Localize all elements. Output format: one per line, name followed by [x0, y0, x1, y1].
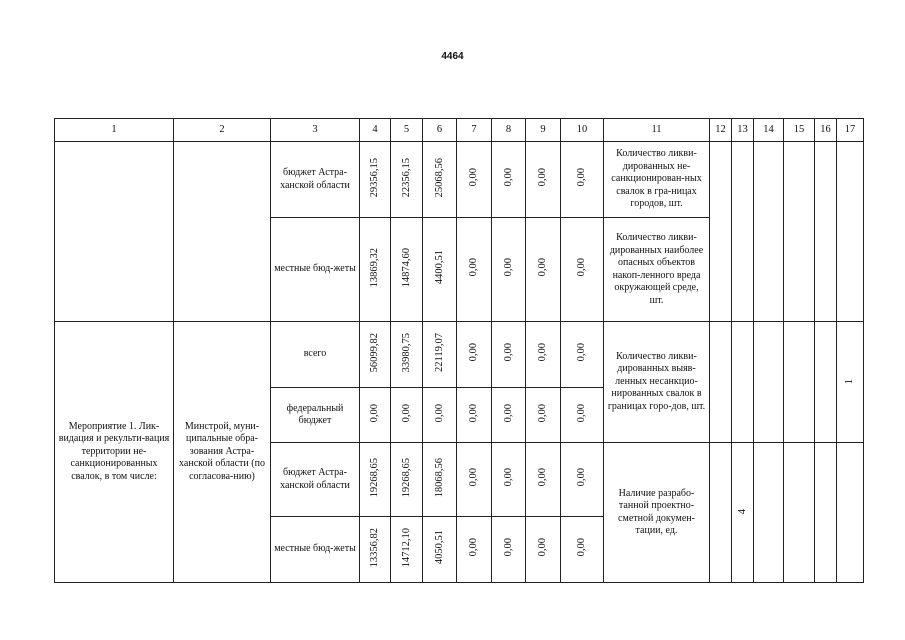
- page-number: 4464: [441, 51, 464, 62]
- value-cell: 14874,60: [391, 218, 423, 322]
- column-number: 15: [784, 119, 815, 142]
- column-number: 2: [174, 119, 271, 142]
- program-table: [54, 118, 864, 583]
- table-row: [55, 322, 864, 388]
- column-number: 13: [732, 119, 754, 142]
- value-cell: 0,00: [526, 322, 561, 388]
- column-number: 11: [604, 119, 710, 142]
- value-cell: 22356,15: [391, 142, 423, 218]
- value-cell: 0,00: [423, 388, 457, 443]
- value-cell: 0,00: [457, 142, 492, 218]
- value-cell: 0,00: [561, 443, 604, 517]
- indicator-value-cell: [815, 443, 837, 583]
- value-cell: 0,00: [526, 388, 561, 443]
- value-cell: 4050,51: [423, 517, 457, 583]
- value-cell: 29356,15: [360, 142, 391, 218]
- column-number: 12: [710, 119, 732, 142]
- indicator-value-cell: [815, 142, 837, 322]
- value-cell: 0,00: [492, 322, 526, 388]
- indicator-value-cell: [784, 142, 815, 322]
- value-cell: 14712,10: [391, 517, 423, 583]
- indicator-text: Количество ликви-дированных наиболее опасных объектов накоп-ленного вреда окружающей среде, шт.: [604, 218, 710, 322]
- value-cell: 0,00: [457, 517, 492, 583]
- indicator-value-cell: [784, 443, 815, 583]
- executor-cell-empty: [174, 142, 271, 322]
- funding-source: федеральный бюджет: [271, 388, 360, 443]
- column-number: 10: [561, 119, 604, 142]
- funding-source: местные бюд-жеты: [271, 218, 360, 322]
- indicator-value-cell: [710, 322, 732, 443]
- column-number: 7: [457, 119, 492, 142]
- value-cell: 0,00: [457, 388, 492, 443]
- value-cell: 18068,56: [423, 443, 457, 517]
- value-cell: 0,00: [457, 322, 492, 388]
- measure-name: Мероприятие 1. Лик-видация и рекульти-вация территории не-санкционированных свалок, в том числе:: [55, 322, 174, 583]
- value-cell: 0,00: [492, 142, 526, 218]
- value-cell: 0,00: [457, 443, 492, 517]
- indicator-value-cell: [837, 142, 864, 322]
- funding-source: бюджет Астра-ханской области: [271, 142, 360, 218]
- column-number-row: [55, 119, 864, 142]
- value-cell: 0,00: [561, 388, 604, 443]
- value-cell: 25068,56: [423, 142, 457, 218]
- indicator-value-cell: [710, 142, 732, 322]
- indicator-value-cell: [732, 322, 754, 443]
- indicator-text: Количество ликви-дированных выяв-ленных несанкцио-нированных свалок в границах горо-дов, шт.: [604, 322, 710, 443]
- value-cell: 0,00: [561, 517, 604, 583]
- value-cell: 0,00: [492, 388, 526, 443]
- column-number: 1: [55, 119, 174, 142]
- indicator-value-cell: [754, 443, 784, 583]
- value-cell: 33980,75: [391, 322, 423, 388]
- indicator-value-col13: 4: [732, 443, 754, 583]
- indicator-text: Количество ликви-дированных не-санкционирован-ных свалок в гра-ницах городов, шт.: [604, 142, 710, 218]
- value-cell: 0,00: [526, 218, 561, 322]
- column-number: 6: [423, 119, 457, 142]
- indicator-text: Наличие разрабо-танной проектно-сметной докумен-тации, ед.: [604, 443, 710, 583]
- column-number: 3: [271, 119, 360, 142]
- column-number: 8: [492, 119, 526, 142]
- table-row: [55, 142, 864, 218]
- measure-cell-empty: [55, 142, 174, 322]
- value-cell: 0,00: [457, 218, 492, 322]
- indicator-value-cell: [815, 322, 837, 443]
- value-cell: 0,00: [561, 142, 604, 218]
- value-cell: 0,00: [526, 443, 561, 517]
- value-cell: 0,00: [492, 517, 526, 583]
- indicator-value-col17: 1: [837, 322, 864, 443]
- value-cell: 19268,65: [360, 443, 391, 517]
- column-number: 9: [526, 119, 561, 142]
- value-cell: 0,00: [526, 517, 561, 583]
- value-cell: 0,00: [561, 218, 604, 322]
- value-cell: 0,00: [391, 388, 423, 443]
- indicator-value-cell: [754, 322, 784, 443]
- value-cell: 4400,51: [423, 218, 457, 322]
- funding-source: бюджет Астра-ханской области: [271, 443, 360, 517]
- value-cell: 0,00: [360, 388, 391, 443]
- indicator-value-cell: [710, 443, 732, 583]
- funding-source: всего: [271, 322, 360, 388]
- executor-name: Минстрой, муни-ципальные обра-зования Астра-ханской области (по согласова-нию): [174, 322, 271, 583]
- value-cell: 56099,82: [360, 322, 391, 388]
- value-cell: 22119,07: [423, 322, 457, 388]
- value-cell: 19268,65: [391, 443, 423, 517]
- funding-source: местные бюд-жеты: [271, 517, 360, 583]
- value-cell: 13869,32: [360, 218, 391, 322]
- indicator-value-cell: [732, 142, 754, 322]
- column-number: 14: [754, 119, 784, 142]
- column-number: 16: [815, 119, 837, 142]
- indicator-value-cell: [784, 322, 815, 443]
- value-cell: 13356,82: [360, 517, 391, 583]
- value-cell: 0,00: [492, 218, 526, 322]
- column-number: 5: [391, 119, 423, 142]
- column-number: 17: [837, 119, 864, 142]
- value-cell: 0,00: [561, 322, 604, 388]
- column-number: 4: [360, 119, 391, 142]
- indicator-value-cell: [837, 443, 864, 583]
- value-cell: 0,00: [526, 142, 561, 218]
- indicator-value-cell: [754, 142, 784, 322]
- value-cell: 0,00: [492, 443, 526, 517]
